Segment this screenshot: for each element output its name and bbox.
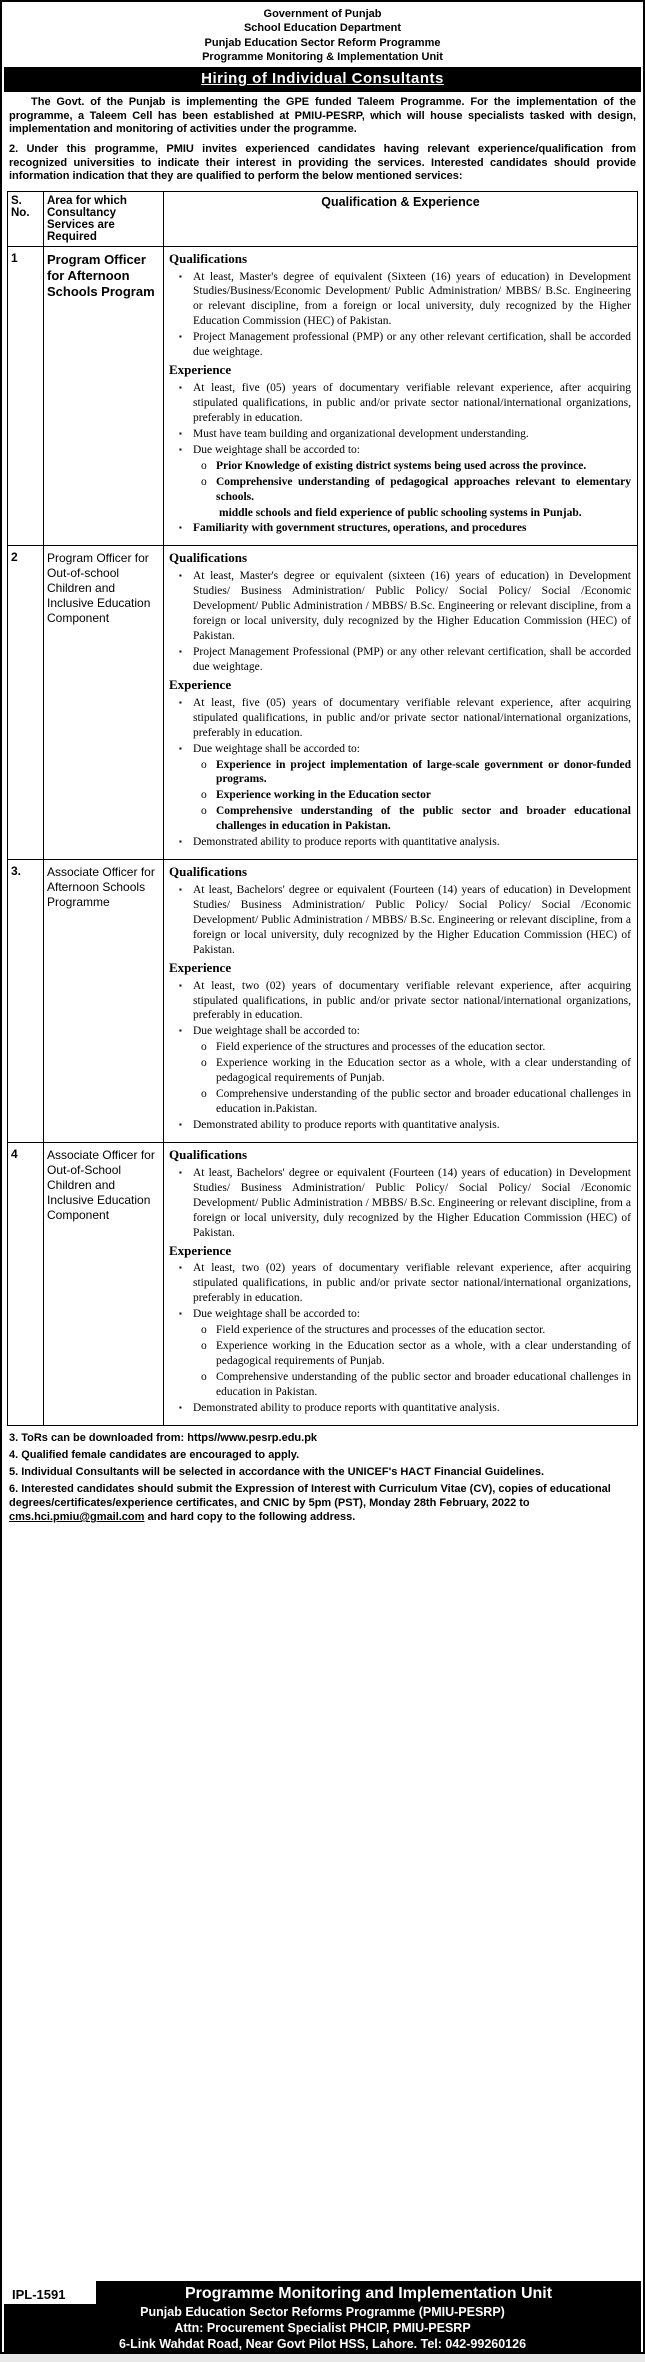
tors-url-link[interactable]: https//www.pesrp.edu.pk xyxy=(187,1431,318,1444)
item-text: At least, Bachelors' degree or equivalent (Fourteen (14) years of education) in Development Studies/ Business Administration/ Public Policy/ Social Policy/ Social /Economic Development/ Public Administration / MBBS/ B.Sc. Engineering or relevant discipline, from a foreign or local university, duly recognized by the Higher Education Commission (HEC) of Pakistan. xyxy=(193,1166,631,1239)
qualification-cell xyxy=(164,546,638,860)
bullet-item xyxy=(167,645,631,675)
item-text: Due weightage shall be accorded to: xyxy=(193,1025,361,1038)
square-bullet-icon: ▪ xyxy=(179,1026,182,1036)
square-bullet-icon: ▪ xyxy=(179,1263,182,1273)
footer-line-programme: Punjab Education Sector Reforms Programme (PMIU-PESRP) xyxy=(140,2305,505,2319)
note-text: 5. Individual Consultants will be selected in accordance with the UNICEF's HACT Financial Guidelines. xyxy=(9,1465,544,1478)
col-header-area: Area for which Consultancy Services are Required xyxy=(44,191,164,246)
circle-bullet-icon: o xyxy=(201,1324,207,1337)
circle-bullet-icon: o xyxy=(201,758,207,771)
note-item xyxy=(9,1431,636,1445)
section-heading: Experience xyxy=(169,1242,232,1258)
footer xyxy=(4,2281,641,2352)
note-text: and hard copy to the following address. xyxy=(144,1511,356,1524)
table-row xyxy=(8,246,638,546)
item-text: Demonstrated ability to produce reports with quantitative analysis. xyxy=(193,836,500,849)
area-cell: Associate Officer for Afternoon Schools Programme xyxy=(44,860,164,1143)
item-text: Project Management Professional (PMP) or any other relevant certification, shall be accorded due weightage. xyxy=(193,645,631,673)
footer-top-row xyxy=(4,2281,641,2304)
section-heading: Qualifications xyxy=(169,250,248,266)
bullet-item xyxy=(167,569,631,644)
letterhead-line: School Education Department xyxy=(243,22,402,35)
bullet-item xyxy=(167,742,631,757)
square-bullet-icon: ▪ xyxy=(179,980,182,990)
circle-bullet-icon: o xyxy=(201,1340,207,1353)
square-bullet-icon: ▪ xyxy=(179,332,182,342)
item-text: Experience in project implementation of large-scale government or donor-funded programs. xyxy=(216,758,631,786)
note-text: 6. Interested candidates should submit the Expression of Interest with Curriculum Vitae (CV), copies of educational degrees/certificates/experience certificates, and CNIC by 5pm (PST), Monday 28th February, 2022 to xyxy=(9,1483,611,1510)
letterhead-line: Government of Punjab xyxy=(263,8,382,20)
square-bullet-icon: ▪ xyxy=(179,428,182,438)
item-text: Demonstrated ability to produce reports with quantitative analysis. xyxy=(193,1119,500,1132)
bullet-item xyxy=(167,330,631,360)
sub-item xyxy=(167,475,631,505)
circle-bullet-icon: o xyxy=(201,1057,207,1070)
bullet-item xyxy=(167,427,631,442)
bullet-item xyxy=(167,1307,631,1322)
item-text: Comprehensive understanding of pedagogical approaches relevant to elementary schools. xyxy=(216,475,631,503)
item-text: At least, five (05) years of documentary verifiable relevant experience, after acquiring stipulated qualifications, in public and/or private sector national/international organizations, preferably in education. xyxy=(193,382,631,424)
circle-bullet-icon: o xyxy=(201,1041,207,1054)
square-bullet-icon: ▪ xyxy=(179,885,182,895)
square-bullet-icon: ▪ xyxy=(179,1167,182,1177)
bullet-item xyxy=(167,443,631,458)
item-text: Due weightage shall be accorded to: xyxy=(193,1308,361,1321)
square-bullet-icon: ▪ xyxy=(179,383,182,393)
ipl-code: IPL-1591 xyxy=(4,2281,96,2304)
footer-line-address: 6-Link Wahdat Road, Near Govt Pilot HSS, Lahore. Tel: 042-99260126 xyxy=(118,2337,527,2351)
sno-cell: 2 xyxy=(8,546,44,860)
item-text: At least, Master's degree or equivalent (sixteen (16) years of education) in Development Studies/ Business Administration/ Public Policy/ Social Policy/ Social /Economic Development/ Public Administration / MBBS/ B.Sc. Engineering or relevant discipline, from a foreign or local university, duly recognized by the Higher Education Commission (HEC) of Pakistan. xyxy=(193,570,631,643)
square-bullet-icon: ▪ xyxy=(179,271,182,281)
item-text: Demonstrated ability to produce reports with quantitative analysis. xyxy=(193,1401,500,1414)
item-text: Experience working in the Education sector xyxy=(216,789,431,802)
item-text: At least, two (02) years of documentary verifiable relevant experience, after acquiring stipulated qualifications, in public and/or private sector national/international organizations, preferably in education. xyxy=(193,1262,631,1305)
letterhead xyxy=(4,4,641,66)
sub-item xyxy=(167,788,631,803)
table-header-row xyxy=(8,191,638,246)
square-bullet-icon: ▪ xyxy=(179,646,182,656)
email-link[interactable]: cms.hci.pmiu@gmail.com xyxy=(9,1511,145,1524)
note-text: 3. ToRs can be downloaded from: xyxy=(9,1431,188,1444)
square-bullet-icon: ▪ xyxy=(179,743,182,753)
item-text: middle schools and field experience of public schooling systems in Punjab. xyxy=(219,506,582,519)
sub-item xyxy=(167,758,631,788)
footer-line-attn: Attn: Procurement Specialist PHCIP, PMIU-PESRP xyxy=(174,2321,471,2335)
sub-item xyxy=(167,459,631,474)
item-text: Prior Knowledge of existing district systems being used across the province. xyxy=(216,459,587,472)
table-row xyxy=(8,1142,638,1425)
item-text: Experience working in the Education sector as a whole, with a clear understanding of pedagogical requirements of Punjab. xyxy=(216,1340,631,1368)
circle-bullet-icon: o xyxy=(201,459,207,472)
item-text: Familiarity with government structures, operations, and procedures xyxy=(193,522,527,535)
area-cell: Program Officer for Out-of-school Children and Inclusive Education Component xyxy=(44,546,164,860)
item-text: At least, five (05) years of documentary verifiable relevant experience, after acquiring stipulated qualifications, in public and/or private sector national/international organizations, preferably in education. xyxy=(193,696,631,739)
bullet-item xyxy=(167,381,631,426)
circle-bullet-icon: o xyxy=(201,1371,207,1383)
table-row xyxy=(8,546,638,860)
intro-paragraph-2: 2. Under this programme, PMIU invites experienced candidates having relevant experience/qualification from recognized universities to indicate their interest in providing the services. Interested candidates should provide information indication that they are qualified to perform the below mentioned services: xyxy=(9,143,636,183)
note-item xyxy=(9,1465,636,1479)
note-text: 4. Qualified female candidates are encouraged to apply. xyxy=(9,1448,300,1461)
page-title: Hiring of Individual Consultants xyxy=(201,70,444,88)
letterhead-line: Programme Monitoring & Implementation Unit xyxy=(202,50,443,63)
qualification-cell xyxy=(164,860,638,1143)
section-heading: Qualifications xyxy=(169,864,248,880)
item-text: Comprehensive understanding of the public sector and broader educational challenges in education in Pakistan. xyxy=(216,1371,631,1398)
square-bullet-icon: ▪ xyxy=(179,837,182,847)
square-bullet-icon: ▪ xyxy=(179,444,182,454)
bullet-item xyxy=(167,1261,631,1306)
item-text: Experience working in the Education sector as a whole, with a clear understanding of pedagogical requirements of Punjab. xyxy=(216,1057,631,1085)
sno-cell: 3. xyxy=(8,860,44,1143)
square-bullet-icon: ▪ xyxy=(179,1402,182,1412)
bullet-item xyxy=(167,1024,631,1039)
square-bullet-icon: ▪ xyxy=(179,697,182,707)
sub-item xyxy=(167,1339,631,1369)
square-bullet-icon: ▪ xyxy=(179,523,182,533)
letterhead-line: Punjab Education Sector Reform Programme xyxy=(204,36,441,49)
title-banner xyxy=(4,67,641,92)
bullet-item xyxy=(167,1118,631,1133)
bullet-item xyxy=(167,270,631,330)
sub-item xyxy=(167,1370,631,1400)
section-heading: Experience xyxy=(169,959,232,975)
plain-item xyxy=(167,506,631,521)
note-item xyxy=(9,1482,636,1524)
circle-bullet-icon: o xyxy=(201,805,207,818)
square-bullet-icon: ▪ xyxy=(179,1309,182,1319)
consultants-table-body xyxy=(8,246,638,1425)
item-text: Field experience of the structures and processes of the education sector. xyxy=(216,1041,546,1054)
qualification-cell xyxy=(164,1142,638,1425)
qualification-cell xyxy=(164,246,638,546)
section-heading: Qualifications xyxy=(169,550,248,566)
sub-item xyxy=(167,1040,631,1055)
section-heading: Experience xyxy=(169,676,232,692)
col-header-qualification: Qualification & Experience xyxy=(164,191,638,246)
notes-list xyxy=(9,1431,636,1527)
item-text: Due weightage shall be accorded to: xyxy=(193,443,361,456)
sub-item xyxy=(167,804,631,834)
item-text: At least, Bachelors' degree or equivalent (Fourteen (14) years of education) in Development Studies/ Business Administration/ Public Policy/ Social Policy/ Social /Economic Development/ Public Administration / MBBS/ B.Sc. Engineering or relevant discipline, from a foreign or local university, duly recognized by the Higher Education Commission (HEC) of Pakistan. xyxy=(193,884,631,956)
section-heading: Qualifications xyxy=(169,1146,248,1162)
sub-item xyxy=(167,1056,631,1086)
item-text: Due weightage shall be accorded to: xyxy=(193,742,361,755)
note-item xyxy=(9,1448,636,1462)
bullet-item xyxy=(167,696,631,741)
area-cell: Associate Officer for Out-of-School Children and Inclusive Education Component xyxy=(44,1142,164,1425)
consultants-table xyxy=(7,191,638,1426)
bullet-item xyxy=(167,1401,631,1416)
bullet-item xyxy=(167,521,631,536)
item-text: At least, two (02) years of documentary verifiable relevant experience, after acquiring stipulated qualifications, in public and/or private sector national/international organizations, preferably in education. xyxy=(193,979,631,1022)
area-cell: Program Officer for Afternoon Schools Program xyxy=(44,246,164,546)
item-text: Project Management professional (PMP) or any other relevant certification, shall be accorded due weightage. xyxy=(193,331,631,359)
sub-item xyxy=(167,1323,631,1338)
bullet-item xyxy=(167,979,631,1024)
circle-bullet-icon: o xyxy=(201,789,207,802)
sub-item xyxy=(167,1087,631,1117)
col-header-sno: S. No. xyxy=(8,191,44,246)
circle-bullet-icon: o xyxy=(201,475,207,488)
item-text: At least, Master's degree of equivalent (Sixteen (16) years of education) in Development Studies/Business/Economic Development/ Public Administration/ MBBS/ B.Sc. Engineering or relevant discipline, from a foreign or local university, duly recognized by the Higher Education Commission (HEC) of Pakistan. xyxy=(193,270,631,328)
sno-cell: 1 xyxy=(8,246,44,546)
bullet-item xyxy=(167,1166,631,1241)
section-heading: Experience xyxy=(169,362,232,378)
item-text: Comprehensive understanding of the public sector and broader educational challenges in education in Pakistan. xyxy=(216,805,631,833)
circle-bullet-icon: o xyxy=(201,1088,207,1101)
sno-cell: 4 xyxy=(8,1142,44,1425)
item-text: Must have team building and organizational development understanding. xyxy=(193,427,529,440)
table-row xyxy=(8,860,638,1143)
item-text: Comprehensive understanding of the public sector and broader educational challenges in education in.Pakistan. xyxy=(216,1088,631,1116)
bullet-item xyxy=(167,883,631,958)
square-bullet-icon: ▪ xyxy=(179,1120,182,1130)
footer-title: Programme Monitoring and Implementation Unit xyxy=(96,2281,641,2304)
intro-paragraph-1: The Govt. of the Punjab is implementing the GPE funded Taleem Programme. For the implementation of the programme, a Taleem Cell has been established at PMIU-PESRP, which will house specialists tasked with design, implementation and monitoring of activities under the programme. xyxy=(9,96,636,135)
square-bullet-icon: ▪ xyxy=(179,571,182,581)
bullet-item xyxy=(167,835,631,850)
item-text: Field experience of the structures and processes of the education sector. xyxy=(216,1324,546,1337)
